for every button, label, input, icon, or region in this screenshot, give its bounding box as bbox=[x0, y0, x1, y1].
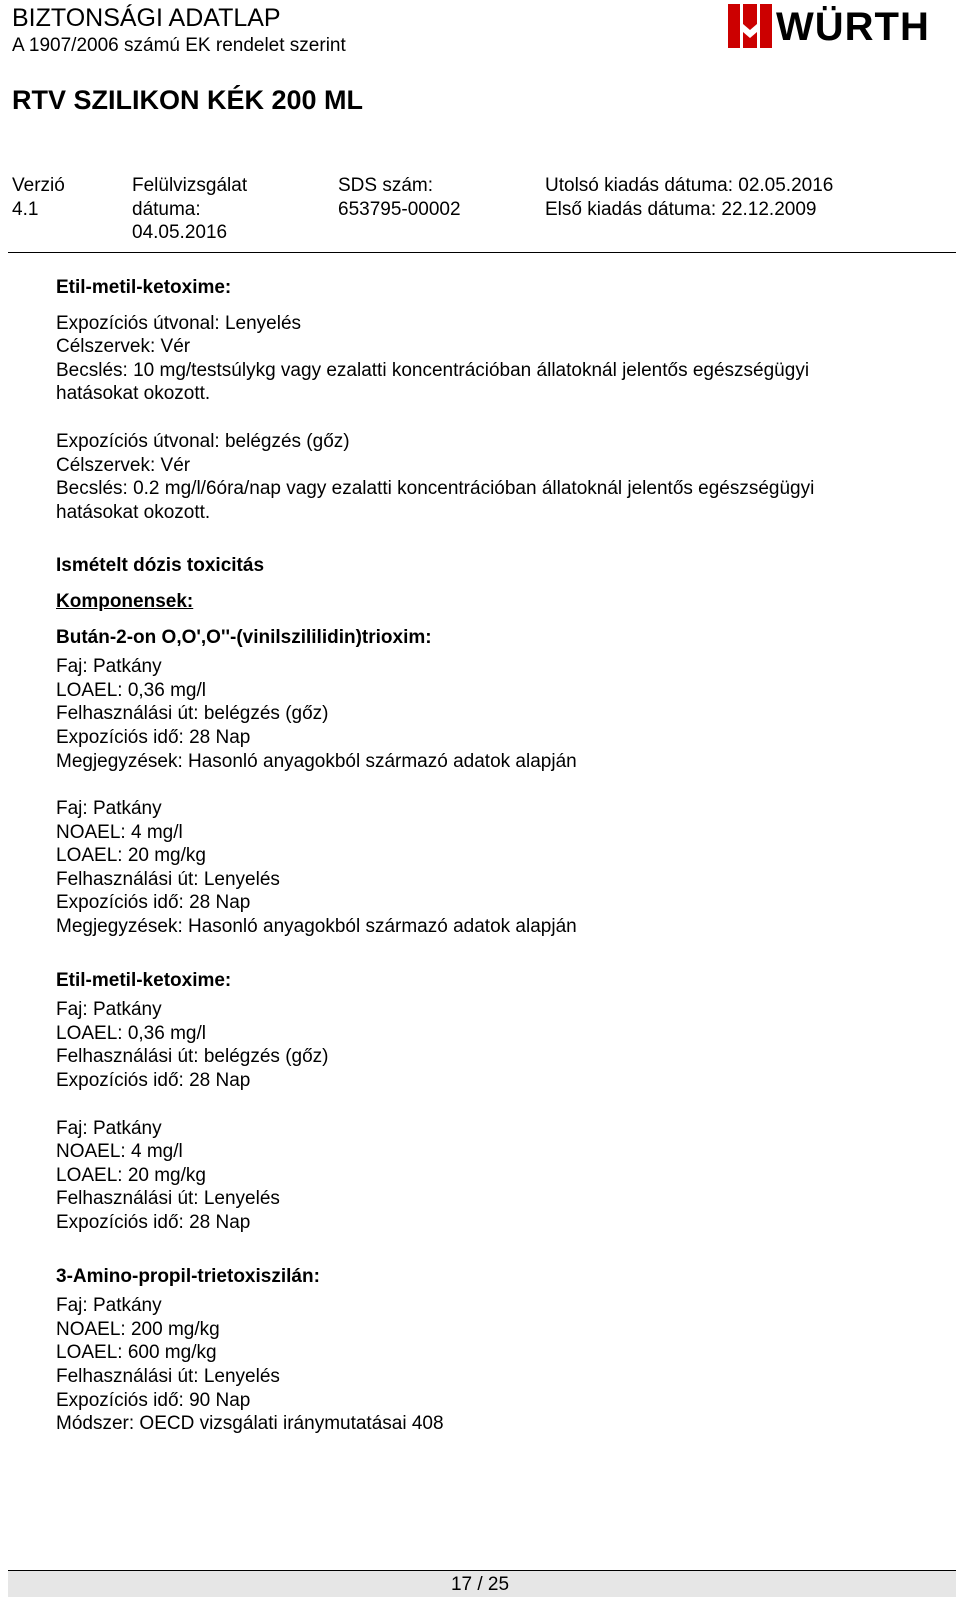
text-line: Becslés: 0.2 mg/l/6óra/nap vagy ezalatti koncentrációban állatoknál jelentős egészségügyi bbox=[56, 478, 815, 500]
text-line: LOAEL: 600 mg/kg bbox=[56, 1342, 217, 1364]
meta-revision bbox=[132, 174, 247, 245]
header-divider bbox=[8, 252, 956, 253]
version-value: 4.1 bbox=[12, 198, 39, 220]
section-heading: Ismételt dózis toxicitás bbox=[56, 555, 265, 577]
data-block bbox=[56, 655, 936, 773]
text-line: Módszer: OECD vizsgálati iránymutatásai 408 bbox=[56, 1413, 444, 1435]
text-line: NOAEL: 4 mg/l bbox=[56, 1141, 183, 1163]
text-line: Megjegyzések: Hasonló anyagokból származó adatok alapján bbox=[56, 916, 577, 938]
text-line: Expozíciós idő: 28 Nap bbox=[56, 892, 251, 914]
component-heading: Bután-2-on O,O',O''-(vinilszililidin)trioxim: bbox=[56, 626, 432, 648]
text-line: LOAEL: 20 mg/kg bbox=[56, 1164, 206, 1186]
meta-version bbox=[12, 174, 65, 221]
text-line: Felhasználási út: Lenyelés bbox=[56, 1365, 280, 1387]
document-body bbox=[56, 276, 936, 1436]
text-line: Faj: Patkány bbox=[56, 798, 162, 820]
first-issue-date: Első kiadás dátuma: 22.12.2009 bbox=[545, 198, 817, 220]
text-line: Faj: Patkány bbox=[56, 1295, 162, 1317]
text-line: Felhasználási út: Lenyelés bbox=[56, 1188, 280, 1210]
text-block bbox=[56, 312, 936, 406]
text-line: Faj: Patkány bbox=[56, 999, 162, 1021]
page-number: 17 / 25 bbox=[450, 1574, 510, 1595]
text-line: Expozíciós útvonal: Lenyelés bbox=[56, 312, 302, 334]
data-block bbox=[56, 797, 936, 939]
component-heading: Etil-metil-ketoxime: bbox=[56, 969, 232, 991]
data-block bbox=[56, 1117, 936, 1235]
meta-sds bbox=[338, 174, 461, 221]
text-line: Felhasználási út: Lenyelés bbox=[56, 868, 280, 890]
revision-label-1: Felülvizsgálat bbox=[132, 175, 248, 196]
text-line: Expozíciós idő: 28 Nap bbox=[56, 1212, 251, 1233]
text-line: Célszervek: Vér bbox=[56, 454, 191, 476]
text-line: Felhasználási út: belégzés (gőz) bbox=[56, 1046, 329, 1068]
component-heading: Etil-metil-ketoxime: bbox=[56, 277, 232, 298]
revision-value: 04.05.2016 bbox=[132, 222, 228, 243]
sds-value: 653795-00002 bbox=[338, 198, 461, 220]
text-line: hatásokat okozott. bbox=[56, 501, 211, 523]
text-line: NOAEL: 200 mg/kg bbox=[56, 1318, 220, 1340]
last-issue-date: Utolsó kiadás dátuma: 02.05.2016 bbox=[545, 175, 834, 196]
text-block bbox=[56, 430, 936, 524]
regulation-subtitle: A 1907/2006 számú EK rendelet szerint bbox=[12, 35, 346, 56]
components-label: Komponensek: bbox=[56, 590, 194, 612]
revision-label-2: dátuma: bbox=[132, 198, 201, 220]
wurth-logo-text: WÜRTH bbox=[776, 5, 930, 49]
product-name: RTV SZILIKON KÉK 200 ML bbox=[12, 85, 364, 115]
data-block bbox=[56, 1294, 936, 1436]
wurth-logo bbox=[728, 2, 950, 52]
text-line: LOAEL: 0,36 mg/l bbox=[56, 679, 206, 701]
text-line: Expozíciós idő: 90 Nap bbox=[56, 1389, 251, 1411]
document-title: BIZTONSÁGI ADATLAP bbox=[12, 4, 281, 32]
text-line: Célszervek: Vér bbox=[56, 336, 191, 358]
text-line: hatásokat okozott. bbox=[56, 383, 211, 405]
text-line: Becslés: 10 mg/testsúlykg vagy ezalatti koncentrációban állatoknál jelentős egészségügyi bbox=[56, 359, 810, 381]
text-line: Megjegyzések: Hasonló anyagokból származó adatok alapján bbox=[56, 750, 577, 772]
text-line: LOAEL: 20 mg/kg bbox=[56, 845, 206, 867]
text-line: Expozíciós idő: 28 Nap bbox=[56, 1070, 251, 1092]
sds-label: SDS szám: bbox=[338, 175, 434, 196]
text-line: Expozíciós idő: 28 Nap bbox=[56, 726, 251, 748]
wurth-logo-mark-icon bbox=[728, 2, 772, 52]
component-heading: 3-Amino-propil-trietoxiszilán: bbox=[56, 1265, 320, 1287]
text-line: NOAEL: 4 mg/l bbox=[56, 821, 183, 843]
text-line: LOAEL: 0,36 mg/l bbox=[56, 1022, 206, 1044]
text-line: Faj: Patkány bbox=[56, 656, 162, 678]
data-block bbox=[56, 998, 936, 1092]
text-line: Felhasználási út: belégzés (gőz) bbox=[56, 703, 329, 725]
meta-issue-dates bbox=[545, 174, 833, 221]
version-label: Verzió bbox=[12, 175, 65, 196]
text-line: Faj: Patkány bbox=[56, 1117, 162, 1139]
text-line: Expozíciós útvonal: belégzés (gőz) bbox=[56, 430, 350, 452]
